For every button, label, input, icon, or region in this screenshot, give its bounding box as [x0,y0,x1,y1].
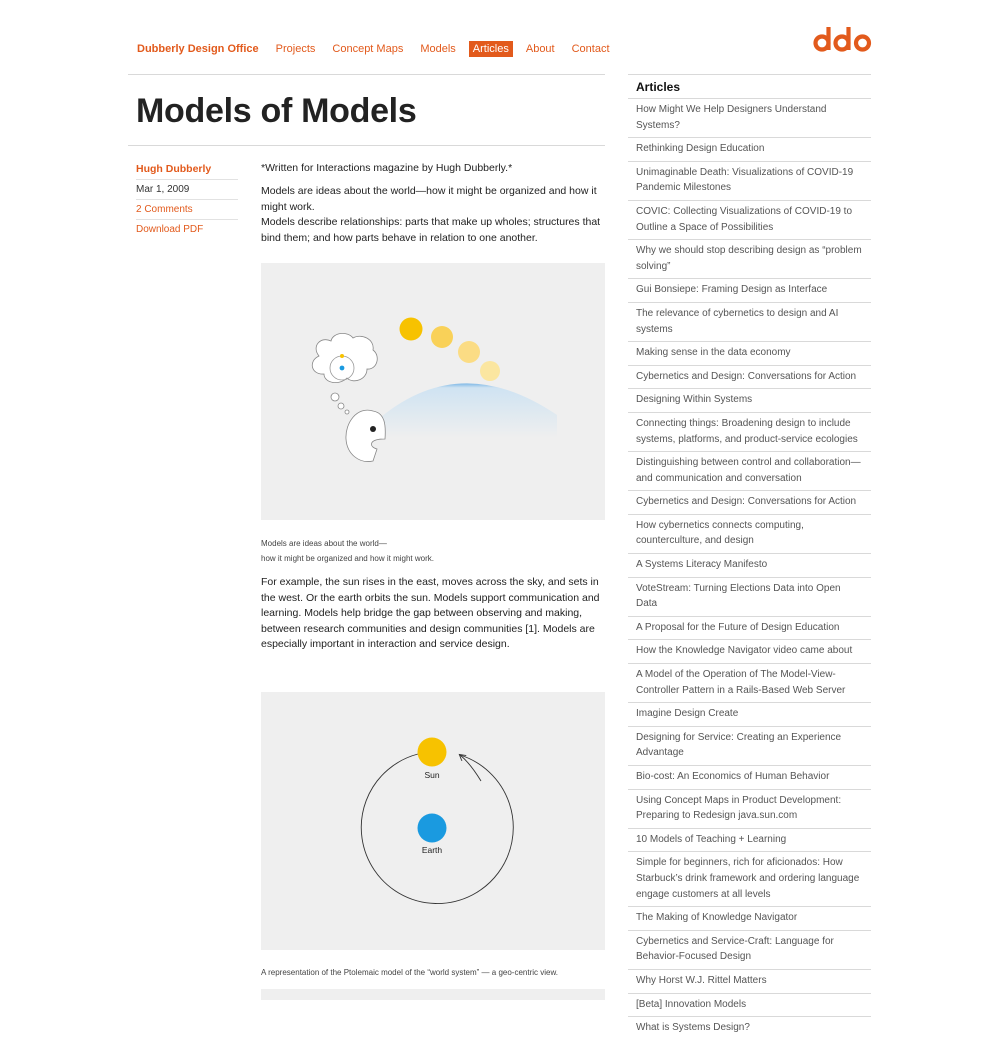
sidebar-article-link[interactable]: VoteStream: Turning Elections Data into Open Data [628,577,871,616]
sidebar-article-link[interactable]: Gui Bonsiepe: Framing Design as Interface [628,278,871,302]
main-nav [137,41,627,57]
figure-ptolemaic-model [261,692,605,950]
article-meta [136,160,238,240]
sidebar-article-link[interactable]: How cybernetics connects computing, counterculture, and design [628,514,871,553]
earth-label: Earth [421,845,443,855]
sun-label: Sun [424,770,440,780]
ddo-logo[interactable] [813,24,873,54]
sidebar-article-link[interactable]: Unimaginable Death: Visualizations of COVID-19 Pandemic Milestones [628,161,871,200]
comments-link[interactable]: 2 Comments [136,200,238,220]
nav-item-models[interactable]: Models [420,43,456,55]
mental-model-sun [340,354,344,358]
nav-item-projects[interactable]: Projects [275,43,316,55]
sidebar-article-link[interactable]: Making sense in the data economy [628,341,871,365]
sidebar-article-link[interactable]: Using Concept Maps in Product Development: Preparing to Redesign java.sun.com [628,789,871,828]
caption-figure-1-line-2: how it might be organized and how it might work. [261,554,434,563]
person-eye [370,426,376,432]
articles-list [628,98,871,1040]
nav-item-contact[interactable]: Contact [571,43,610,55]
sidebar-article-link[interactable]: How the Knowledge Navigator video came about [628,639,871,663]
sidebar-article-link[interactable]: Designing Within Systems [628,388,871,412]
sidebar-article-link[interactable]: 10 Models of Teaching + Learning [628,828,871,852]
sidebar-article-link[interactable]: Imagine Design Create [628,702,871,726]
sidebar-article-link[interactable]: A Proposal for the Future of Design Education [628,616,871,640]
sun-phase-3 [458,341,480,363]
intro-paragraph: *Written for Interactions magazine by Hugh Dubberly.* [261,162,513,174]
sidebar-article-link[interactable]: Bio-cost: An Economics of Human Behavior [628,765,871,789]
paragraph-models-ideas: Models are ideas about the world—how it might be organized and how it might work. [261,185,597,213]
author-link[interactable]: Hugh Dubberly [136,160,238,180]
publish-date: Mar 1, 2009 [136,180,238,200]
figure-models-ideas-illustration [261,263,605,520]
sidebar-article-link[interactable]: What is Systems Design? [628,1016,871,1040]
person-head [346,410,385,461]
page-title: Models of Models [136,92,417,130]
sidebar-article-link[interactable]: The Making of Knowledge Navigator [628,906,871,930]
sidebar-article-link[interactable]: Why Horst W.J. Rittel Matters [628,969,871,993]
sidebar-article-link[interactable]: A Model of the Operation of The Model-View-Controller Pattern in a Rails-Based Web Server [628,663,871,702]
sidebar-article-link[interactable]: Rethinking Design Education [628,137,871,161]
nav-item-articles[interactable]: Articles [469,41,513,57]
title-divider [128,145,605,146]
sidebar-article-link[interactable]: Simple for beginners, rich for aficionados: How Starbuck’s drink framework and ordering language engage customers at all levels [628,851,871,906]
sun-phase-1 [400,318,423,341]
sidebar-article-link[interactable]: A Systems Literacy Manifesto [628,553,871,577]
caption-figure-2: A representation of the Ptolemaic model of the “world system” — a geo-centric view. [261,968,559,977]
nav-item-about[interactable]: About [525,43,555,55]
sidebar-article-link[interactable]: Cybernetics and Design: Conversations for Action [628,365,871,389]
sun-phase-2 [431,326,453,348]
paragraph-models-relationships: Models describe relationships: parts that make up wholes; structures that bind them; and how parts behave in relation to one another. [261,216,601,244]
sidebar-article-link[interactable]: Why we should stop describing design as “problem solving” [628,239,871,278]
figure-ptolemaic-model-diagram [261,692,605,950]
sun-phase-4 [480,361,500,381]
articles-sidebar [628,74,871,1040]
header-divider [128,74,605,75]
sun-icon [418,738,447,767]
sidebar-article-link[interactable]: COVIC: Collecting Visualizations of COVID-19 to Outline a Space of Possibilities [628,200,871,239]
figure-models-ideas [261,263,605,520]
sidebar-article-link[interactable]: [Beta] Innovation Models [628,993,871,1017]
earth-icon [418,814,447,843]
nav-brand-link[interactable]: Dubberly Design Office [137,43,259,55]
sidebar-article-link[interactable]: Cybernetics and Design: Conversations for Action [628,490,871,514]
sidebar-article-link[interactable]: Designing for Service: Creating an Experience Advantage [628,726,871,765]
sky-dome [374,383,557,438]
sidebar-article-link[interactable]: Connecting things: Broadening design to include systems, platforms, and product-service ecologies [628,412,871,451]
sidebar-article-link[interactable]: Distinguishing between control and collaboration—and communication and conversation [628,451,871,490]
thought-bubble [312,333,377,414]
download-pdf-link[interactable]: Download PDF [136,224,204,235]
caption-figure-1-line-1: Models are ideas about the world— [261,539,387,548]
mental-model-earth [340,366,345,371]
sidebar-article-link[interactable]: How Might We Help Designers Understand Systems? [628,98,871,137]
nav-item-concept-maps[interactable]: Concept Maps [332,43,404,55]
sidebar-article-link[interactable]: The relevance of cybernetics to design and AI systems [628,302,871,341]
sidebar-article-link[interactable]: Cybernetics and Service-Craft: Language for Behavior-Focused Design [628,930,871,969]
paragraph-example: For example, the sun rises in the east, moves across the sky, and sets in the west. Or the earth orbits the sun. Models support communication and learning. Models help bridge the gap between observing and making, between research communities and design communities [1]. Models are especially important in interaction and service design. [261,576,600,651]
sidebar-title: Articles [628,74,871,98]
figure-3-partial [261,989,605,1000]
